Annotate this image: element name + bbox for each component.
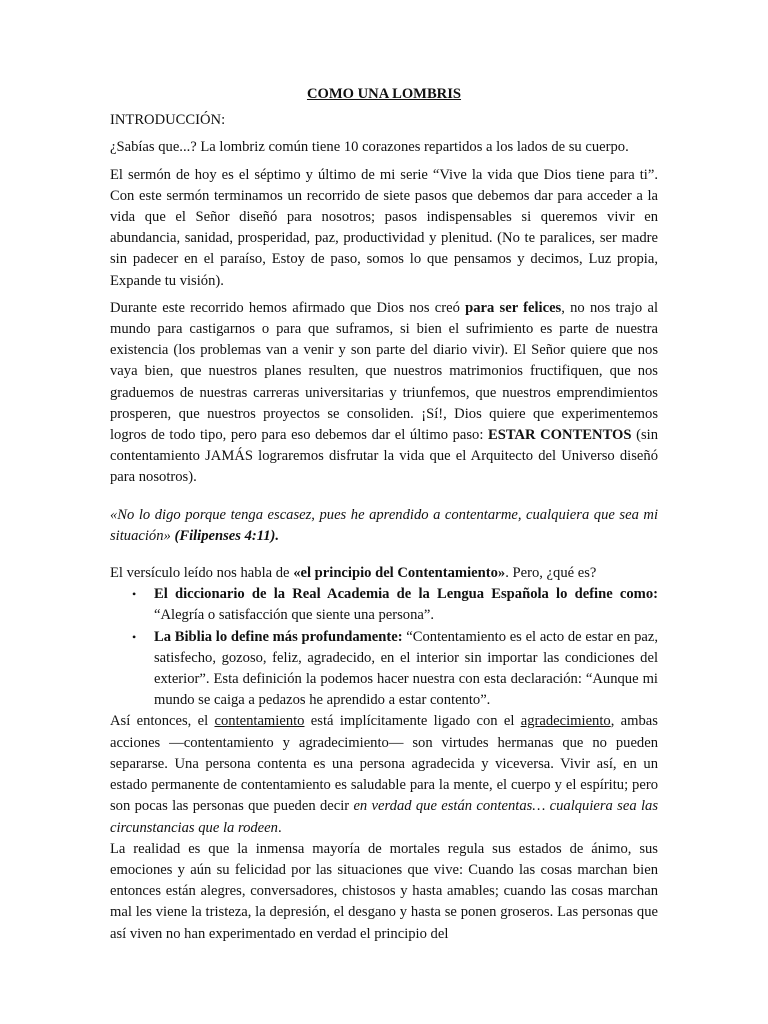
list-item — [132, 584, 658, 626]
bullet-icon: • — [132, 587, 137, 602]
italic-phrase: en verdad que están contentas… cualquiera sea las circunstancias que la rodeen — [110, 798, 658, 836]
definition-source: El diccionario de la Real Academia de la Lengua Española lo define como: — [154, 586, 658, 603]
emphasis-bold: ESTAR CONTENTOS — [487, 427, 632, 444]
text-span: Durante este recorrido hemos afirmado que Dios nos creó — [110, 299, 466, 316]
text-span: . Pero, ¿qué es? — [505, 565, 597, 582]
underlined-term: contentamiento — [214, 713, 305, 730]
quote-reference: (Filipenses 4:11). — [174, 527, 280, 544]
paragraph-sermon-series: El sermón de hoy es el séptimo y último de mi serie “Vive la vida que Dios tiene para ti”. Con este sermón terminamos un recorrido de siete pasos que debemos dar para acceder a la vida que el Señor diseñó para nosotros; pasos indispensables si queremos vivir en abundancia, sanidad, prosperidad, paz, productividad y plenitud. (No te paralices, ser madre sin padecer en el paraíso, Estoy de paso, somos lo que pensamos y decimos, Luz propia, Expande tu visión). — [110, 166, 658, 289]
definition-text: “Contentamiento es el acto de estar en paz, satisfecho, gozoso, feliz, agradecido, en el interior sin importar las condiciones del exterior”. Esta definición la podemos hacer nuestra con esta declaración: “Aunque mi mundo se caiga a pedazos he aprendido a estar contento”. — [154, 628, 658, 709]
page-title: COMO UNA LOMBRIS — [306, 86, 462, 102]
definition-source: La Biblia lo define más profundamente: — [154, 628, 403, 645]
paragraph-reality: La realidad es que la inmensa mayoría de mortales regula sus estados de ánimo, sus emociones y aún su felicidad por las situaciones que vive: Cuando las cosas marchan bien entonces están alegres, conversadores, chistosos y hasta amables; cuando las cosas marchan mal les viene la tristeza, la depresión, el desgano y hasta se ponen groseros. Las personas que así viven no han experimentado en verdad el principio del — [110, 840, 658, 942]
underlined-term: agradecimiento — [520, 713, 611, 730]
quote-text: «No lo digo porque tenga escasez, pues he aprendido a contentarme, cualquiera que sea mi situación» — [110, 506, 658, 544]
paragraph-worm-fact: ¿Sabías que...? La lombriz común tiene 10 corazones repartidos a los lados de su cuerpo. — [110, 139, 629, 156]
bullet-icon: • — [132, 629, 137, 644]
emphasis-bold: para ser felices — [465, 299, 562, 316]
paragraph-contentment — [110, 711, 658, 838]
text-span: , ambas acciones —contentamiento y agradecimiento— son virtudes hermanas que no pueden separarse. Una persona contenta es una persona agradecida y viceversa. Vivir así, en un estado permanente de contentamiento es saludable para la mente, el cuerpo y el espíritu; pero son pocas las personas que pueden decir — [110, 713, 658, 815]
bible-quote — [110, 505, 658, 547]
paragraph-journey — [110, 298, 658, 489]
text-span: (sin contentamiento JAMÁS lograremos disfrutar la vida que el Arquitecto del Universo diseñó para nosotros). — [110, 427, 659, 486]
text-span: El versículo leído nos habla de — [110, 565, 294, 582]
text-span: Así entonces, el — [110, 713, 215, 730]
definition-text: “Alegría o satisfacción que siente una persona”. — [154, 607, 435, 624]
list-item — [132, 627, 658, 712]
paragraph-principle — [110, 563, 658, 584]
intro-heading: INTRODUCCIÓN: — [110, 112, 226, 129]
text-span: está implícitamente ligado con el — [304, 713, 521, 730]
text-span: , no nos trajo al mundo para castigarnos o para que suframos, si bien el sufrimiento es parte de nuestra existencia (los problemas van a venir y son parte del diario vivir). El Señor quiere que nos vaya bien, que nuestros planes resulten, que nuestros matrimonios fructifiquen, que nos graduemos de nuestras carreras universitarias y triunfemos, que nuestros emprendimientos prosperen, que nuestros proyectos se consoliden. ¡Sí!, Dios quiere que experimentemos logros de todo tipo, pero para eso debemos dar el último paso: — [110, 299, 658, 444]
text-span: . — [277, 819, 282, 836]
definitions-list — [110, 584, 658, 711]
emphasis-bold: «el principio del Contentamiento» — [293, 565, 506, 582]
